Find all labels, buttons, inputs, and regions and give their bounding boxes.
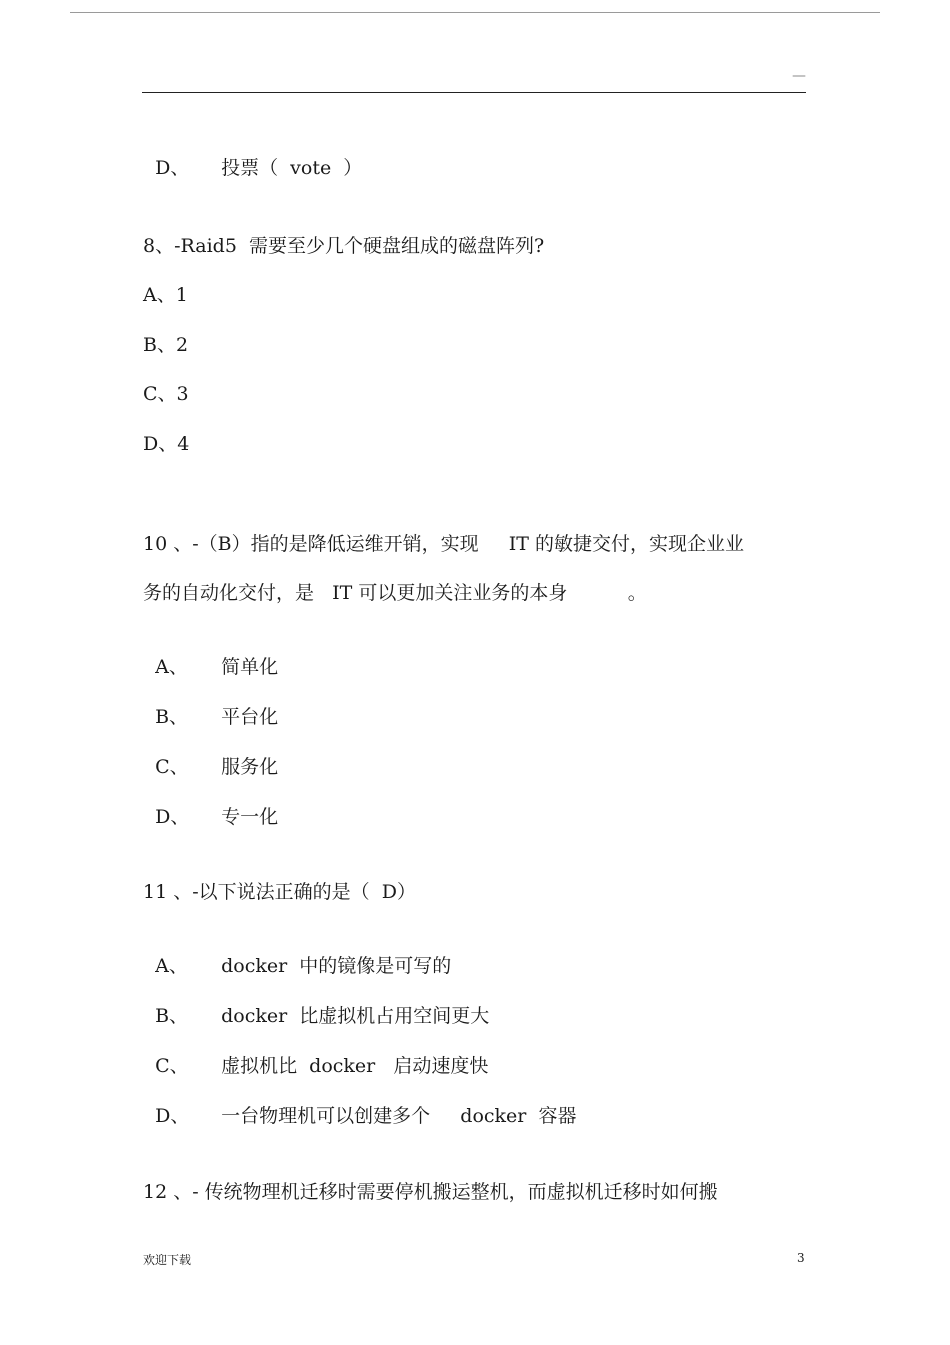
- prev-option-d: [143, 132, 362, 180]
- option-letter: D、: [155, 1105, 190, 1127]
- question-8-option-c: C、3: [143, 383, 189, 405]
- page-number: 3: [797, 1251, 805, 1265]
- option-letter: C、: [155, 1055, 189, 1077]
- header-rule: [142, 92, 806, 93]
- option-letter: B、: [155, 1005, 189, 1027]
- option-text: 虚拟机比 docker 启动速度快: [221, 1055, 489, 1077]
- question-10-option-d: [143, 781, 278, 829]
- option-text: 服务化: [221, 756, 279, 778]
- question-8-title: 8、-Raid5 需要至少几个硬盘组成的磁盘阵列?: [143, 235, 545, 257]
- option-letter: D、: [155, 157, 190, 179]
- question-10-option-b: [143, 681, 278, 729]
- question-10-title-line2: 务的自动化交付，是 IT 可以更加关注业务的本身 。: [143, 582, 647, 604]
- question-11-option-b: [143, 980, 489, 1028]
- question-11-option-c: [143, 1030, 488, 1078]
- option-letter: D、: [155, 806, 190, 828]
- option-text: docker 比虚拟机占用空间更大: [221, 1005, 490, 1027]
- option-letter: A、: [155, 656, 188, 678]
- header-mark: —: [792, 68, 806, 84]
- question-10-title-line1: 10 、-（B）指的是降低运维开销，实现 IT 的敏捷交付，实现企业业: [143, 533, 745, 555]
- question-11-option-a: [143, 930, 451, 978]
- option-text: docker 中的镜像是可写的: [221, 955, 452, 977]
- question-11-title: 11 、-以下说法正确的是（ D）: [143, 881, 416, 903]
- option-letter: B、: [155, 706, 189, 728]
- question-11-option-d: [143, 1080, 576, 1128]
- option-text: 平台化: [221, 706, 279, 728]
- option-letter: A、: [155, 955, 188, 977]
- page-top-rule: [70, 12, 880, 13]
- option-text: 一台物理机可以创建多个 docker 容器: [221, 1105, 577, 1127]
- option-text: 简单化: [221, 656, 279, 678]
- footer-label: 欢迎下载: [143, 1253, 192, 1267]
- option-text: 专一化: [221, 806, 279, 828]
- question-10-option-c: [143, 731, 278, 779]
- question-12-title: 12 、- 传统物理机迁移时需要停机搬运整机，而虚拟机迁移时如何搬: [143, 1181, 718, 1203]
- question-8-option-a: A、1: [143, 284, 188, 306]
- question-10-option-a: [143, 631, 278, 679]
- question-8-option-b: B、2: [143, 334, 189, 356]
- option-text: 投票（ vote ）: [221, 157, 363, 179]
- option-letter: C、: [155, 756, 189, 778]
- question-8-option-d: D、4: [143, 433, 190, 455]
